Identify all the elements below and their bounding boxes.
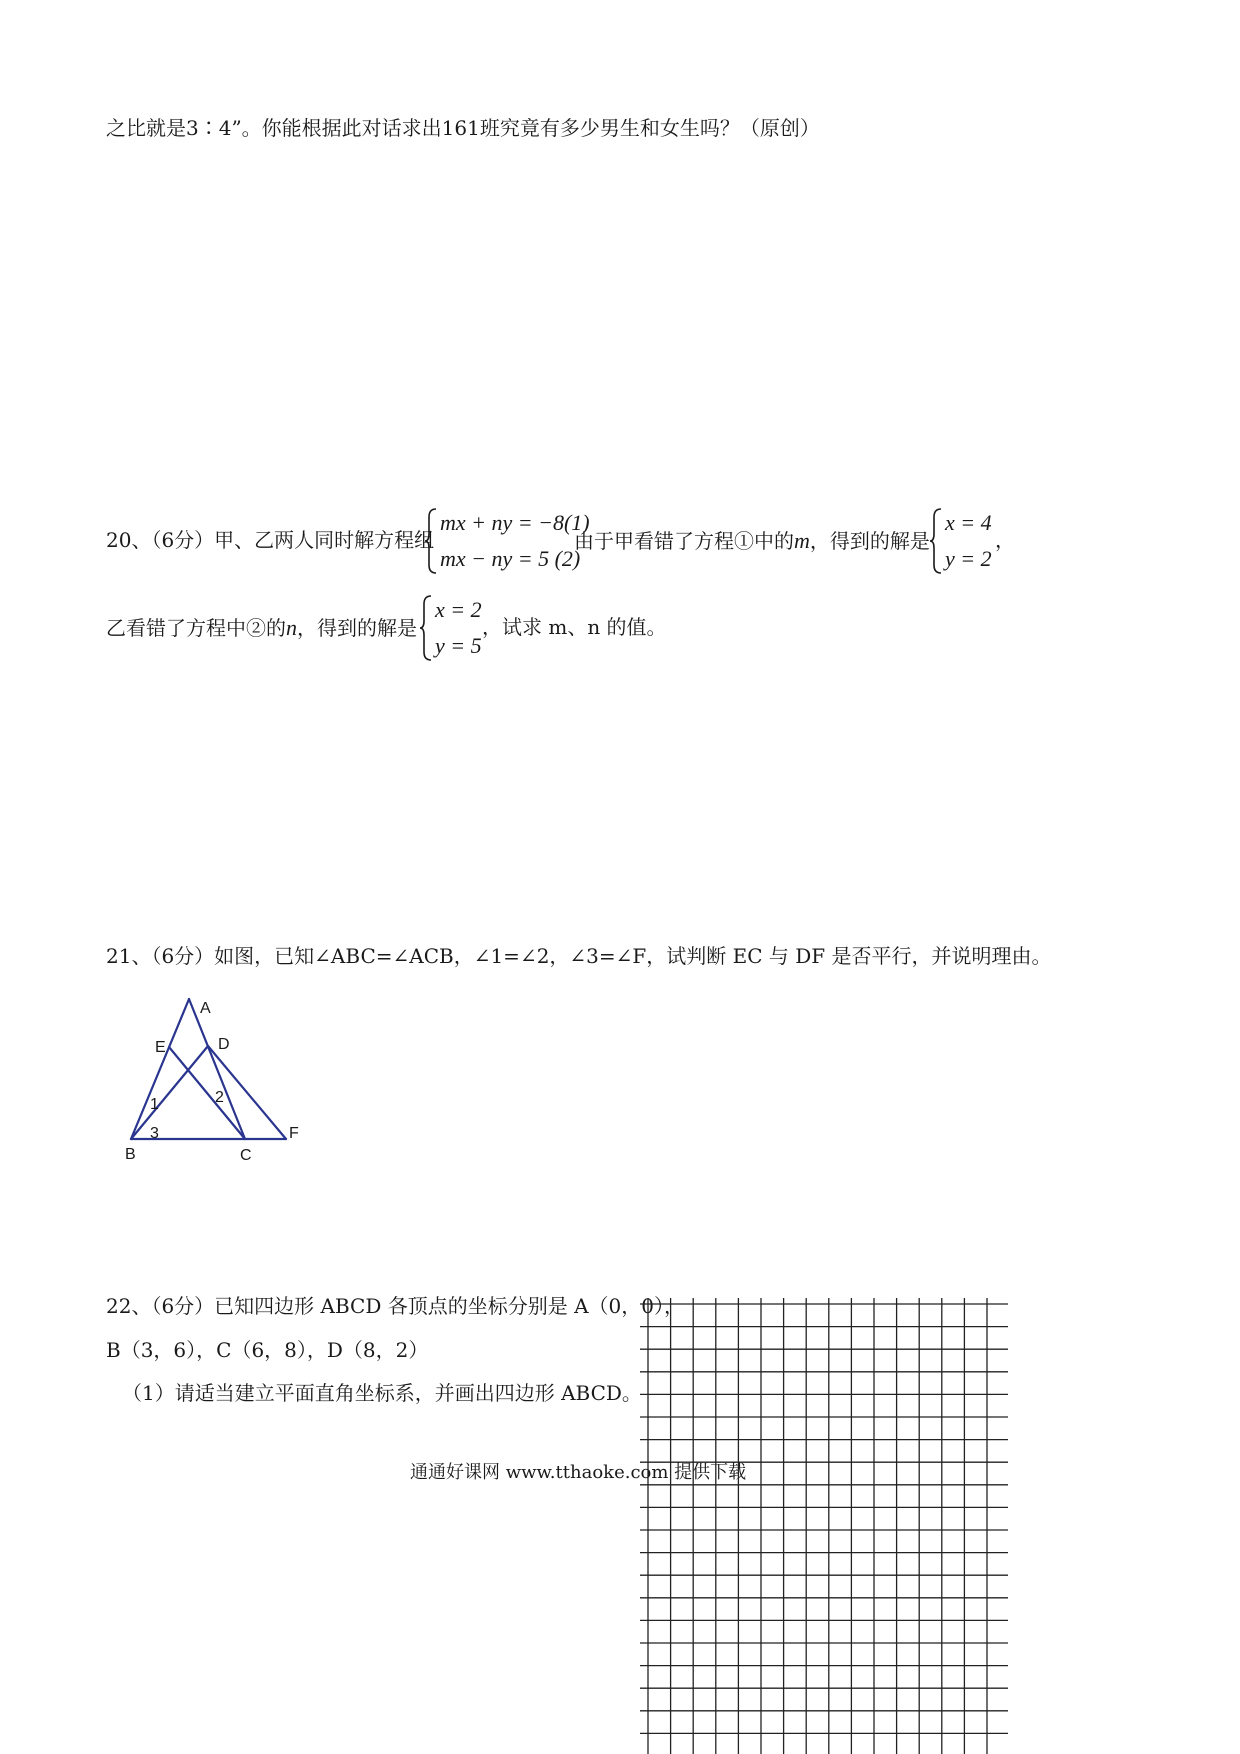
top-text: 之比就是3∶4”。你能根据此对话求出161班究竟有多少男生和女生吗？（原创）: [106, 116, 820, 140]
label-B: B: [125, 1146, 136, 1163]
q22-line2: B（3，6），C（6，8），D（8，2）: [106, 1338, 429, 1362]
q20-sol2-x: x = 2: [435, 597, 482, 622]
q21-text: 21、（6分）如图，已知∠ABC=∠ACB，∠1=∠2，∠3=∠F，试判断 EC 与 DF 是否平行，并说明理由。: [106, 944, 1052, 968]
segment-EC: [169, 1047, 245, 1139]
q21-figure: [118, 990, 318, 1170]
q20-line2-prefix: 乙看错了方程中②的: [106, 616, 286, 640]
q20-eq1: mx + ny = −8(1): [440, 510, 590, 535]
q20-sol1-y: y = 2: [945, 546, 992, 571]
segment-BD: [131, 1046, 208, 1139]
q22-line3: （1）请适当建立平面直角坐标系，并画出四边形 ABCD。: [122, 1381, 642, 1405]
label-2: 2: [215, 1089, 224, 1106]
q20-middle: [574, 530, 930, 552]
segment-AB: [131, 999, 189, 1139]
q20-sol1-x: x = 4: [945, 510, 992, 535]
q20-prefix: 20、（6分）甲、乙两人同时解方程组: [106, 528, 435, 552]
q20-var-m: m: [794, 528, 810, 553]
q22-line1: 22、（6分）已知四边形 ABCD 各顶点的坐标分别是 A（0，0），: [106, 1294, 684, 1318]
label-D: D: [218, 1036, 230, 1053]
q20-eq2: mx − ny = 5 (2): [440, 546, 581, 571]
label-C: C: [240, 1147, 252, 1164]
q22-grid: [640, 1298, 1010, 1754]
label-1: 1: [150, 1096, 159, 1113]
q20-system-brace: [424, 508, 438, 574]
q20-sol1-brace: [929, 508, 943, 574]
q20-line2-suffix: ，试求 m、n 的值。: [482, 615, 667, 639]
label-3: 3: [150, 1125, 159, 1142]
q20-comma: ，: [995, 528, 1015, 552]
label-F: F: [289, 1125, 299, 1142]
q20-sol2-brace: [419, 595, 433, 661]
segment-AC: [189, 999, 245, 1139]
label-E: E: [155, 1039, 166, 1056]
q20-middle-text: 由于甲看错了方程①中的: [574, 529, 794, 553]
q20-var-n: n: [286, 615, 297, 640]
q20-line2: [106, 617, 417, 639]
q20-line2-mid: ，得到的解是: [297, 616, 417, 640]
label-A: A: [200, 1000, 211, 1017]
footer-text: 通通好课网 www.tthaoke.com 提供下载: [410, 1462, 747, 1483]
q20-sol2-y: y = 5: [435, 633, 482, 658]
q20-middle2-text: ，得到的解是: [809, 529, 930, 553]
